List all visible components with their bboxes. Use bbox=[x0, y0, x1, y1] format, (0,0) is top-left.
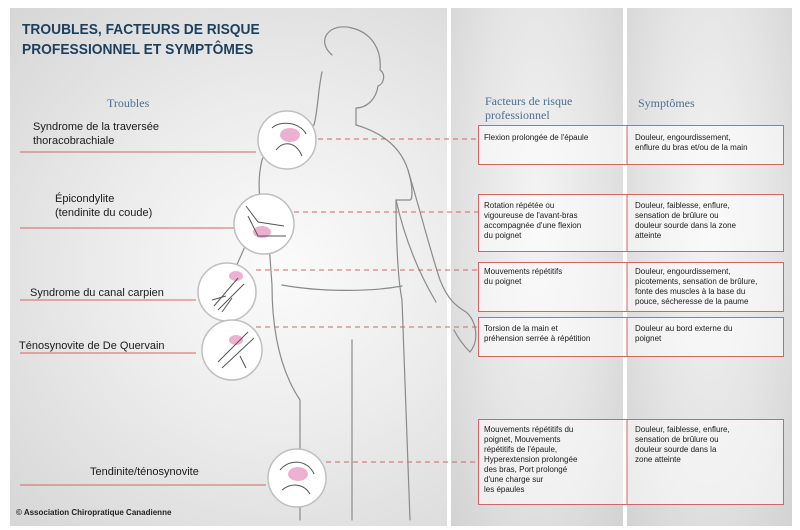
risk-factor-5-line-7: les épaules bbox=[484, 485, 525, 494]
risk-factor-2-line-3: accompagnée d'une flexion bbox=[484, 221, 582, 230]
symptom-4 bbox=[635, 324, 783, 344]
title-line-2: PROFESSIONNEL ET SYMPTÔMES bbox=[22, 41, 254, 58]
symptom-3-line-4: pouce, sécheresse de la paume bbox=[635, 297, 749, 306]
symptom-4-line-1: Douleur au bord externe du bbox=[635, 324, 733, 333]
risk-factors-header-line-1: Facteurs de risque bbox=[485, 94, 573, 108]
risk-factor-2-line-2: vigoureuse de l'avant-bras bbox=[484, 211, 578, 220]
copyright-notice: © Association Chiropratique Canadienne bbox=[16, 508, 172, 517]
trouble-2-line-1: Épicondylite bbox=[55, 193, 115, 205]
risk-factor-5-line-2: poignet, Mouvements bbox=[484, 435, 561, 444]
trouble-2-line-2: (tendinite du coude) bbox=[55, 207, 153, 219]
trouble-5-line-1: Tendinite/ténosynovite bbox=[90, 466, 199, 478]
title-line-1: TROUBLES, FACTEURS DE RISQUE bbox=[22, 21, 260, 38]
risk-factor-1 bbox=[484, 133, 624, 143]
risk-factor-3-line-1: Mouvements répétitifs bbox=[484, 267, 563, 276]
risk-factor-4-line-1: Torsion de la main et bbox=[484, 324, 558, 333]
symptom-2-line-1: Douleur, faiblesse, enflure, bbox=[635, 201, 730, 210]
risk-factor-5-line-5: des bras, Port prolongé bbox=[484, 465, 568, 474]
symptom-5-line-3: douleur sourde dans la bbox=[635, 445, 717, 454]
risk-factor-5-line-3: répétitifs de l'épaule, bbox=[484, 445, 558, 454]
symptom-3-line-3: fonte des muscles à la base du bbox=[635, 287, 746, 296]
trouble-1-line-1: Syndrome de la traversée bbox=[33, 121, 159, 133]
symptom-1 bbox=[635, 133, 783, 153]
symptom-1-line-1: Douleur, engourdissement, bbox=[635, 133, 731, 142]
symptom-3-line-2: picotements, sensation de brûlure, bbox=[635, 277, 758, 286]
symptom-1-line-2: enflure du bras et/ou de la main bbox=[635, 143, 748, 152]
risk-factor-5-line-4: Hyperextension prolongée bbox=[484, 455, 578, 464]
risk-factor-2-line-1: Rotation répétée ou bbox=[484, 201, 555, 210]
risk-factor-4 bbox=[484, 324, 624, 344]
risk-factor-5-line-1: Mouvements répétitifs du bbox=[484, 425, 574, 434]
symptom-4-line-2: poignet bbox=[635, 334, 662, 343]
symptom-2 bbox=[635, 201, 783, 241]
trouble-1-line-2: thoracobrachiale bbox=[33, 135, 115, 147]
symptom-5-line-2: sensation de brûlure ou bbox=[635, 435, 719, 444]
symptom-5 bbox=[635, 425, 783, 465]
risk-factor-5-line-6: d'une charge sur bbox=[484, 475, 544, 484]
symptoms-header: Symptômes bbox=[638, 96, 695, 110]
risk-factor-5 bbox=[484, 425, 624, 495]
symptom-3 bbox=[635, 267, 783, 307]
risk-factors-header-line-2: professionnel bbox=[485, 108, 550, 122]
symptom-2-line-3: douleur sourde dans la zone bbox=[635, 221, 736, 230]
risk-factor-3-line-2: du poignet bbox=[484, 277, 522, 286]
troubles-header: Troubles bbox=[107, 96, 150, 110]
risk-factor-2-line-4: du poignet bbox=[484, 231, 522, 240]
risk-factor-2 bbox=[484, 201, 624, 241]
symptom-5-line-4: zone atteinte bbox=[635, 455, 681, 464]
symptom-2-line-4: atteinte bbox=[635, 231, 662, 240]
risk-factor-4-line-2: préhension serrée à répétition bbox=[484, 334, 591, 343]
trouble-4-line-1: Ténosynovite de De Quervain bbox=[19, 340, 165, 352]
trouble-3-line-1: Syndrome du canal carpien bbox=[30, 287, 164, 299]
symptom-5-line-1: Douleur, faiblesse, enflure, bbox=[635, 425, 730, 434]
symptom-2-line-2: sensation de brûlure ou bbox=[635, 211, 719, 220]
risk-factor-3 bbox=[484, 267, 624, 287]
symptom-3-line-1: Douleur, engourdissement, bbox=[635, 267, 731, 276]
risk-factor-1-line-1: Flexion prolongée de l'épaule bbox=[484, 133, 589, 142]
